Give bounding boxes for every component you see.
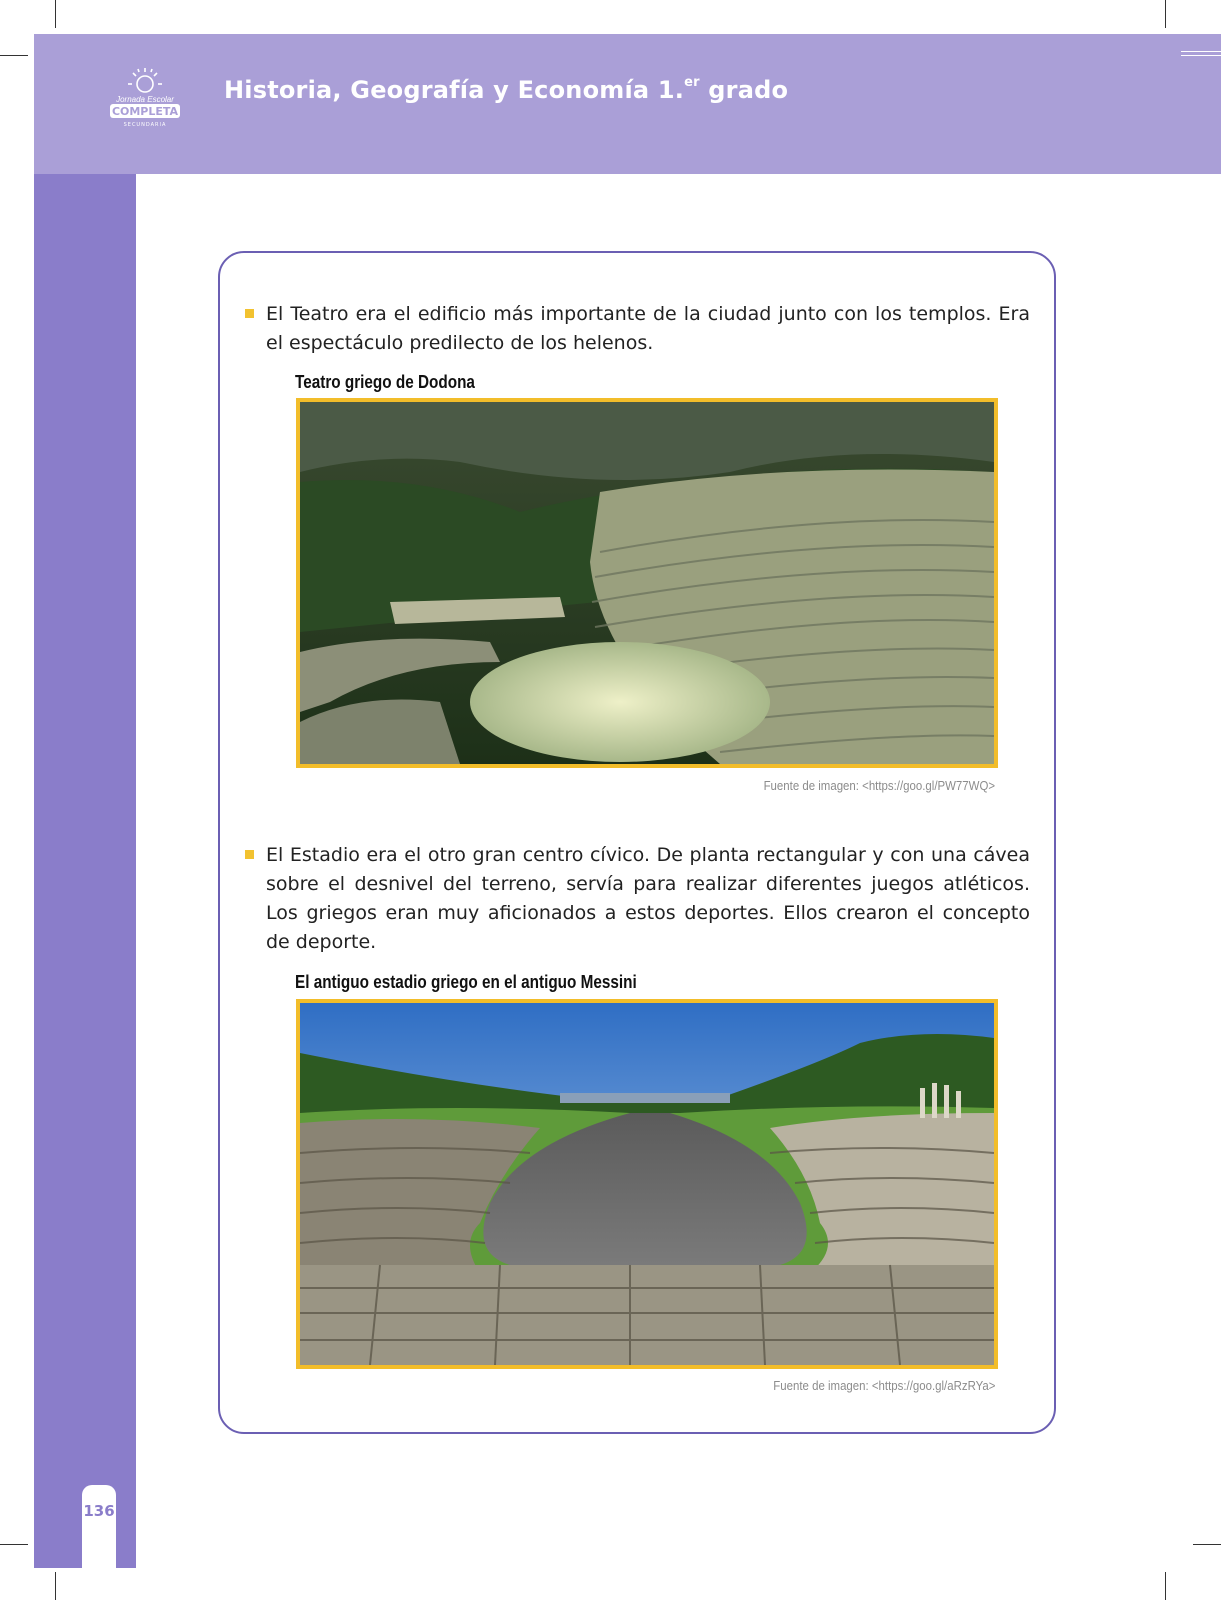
logo-line1: Jornada Escolar: [116, 95, 174, 104]
header-line: [1181, 55, 1221, 56]
paragraph-text: El Teatro era el edificio más importante de la ciudad junto con los templos. Era el espectáculo predilecto de los helenos.: [266, 303, 1030, 354]
photo-teatro-dodona: [296, 398, 998, 768]
photo-estadio-messini: [296, 999, 998, 1369]
paragraph-text: El Estadio era el otro gran centro cívico. De planta rectangular y con una cávea sobre el desnivel del terreno, servía para realizar diferentes juegos atléticos. Los griegos eran muy aficionados a estos deportes. Ellos crearon el concepto de deporte.: [266, 844, 1030, 953]
crop-mark: [1165, 0, 1166, 28]
bullet-paragraph: [245, 300, 1030, 358]
crop-mark: [55, 0, 56, 28]
page-number: 136: [83, 1502, 115, 1520]
page-header-title: Historia, Geografía y Economía 1.$^{er}$ grado: [224, 75, 789, 104]
jornada-escolar-logo: [106, 60, 184, 130]
bullet-paragraph: [245, 841, 1030, 957]
image-source: Fuente de imagen: <https://goo.gl/aRzRYa>: [772, 1378, 995, 1393]
sun-logo-icon: [128, 68, 162, 92]
crop-mark: [0, 55, 28, 56]
bullet-icon: [245, 850, 254, 859]
crop-mark: [1193, 1544, 1221, 1545]
figure-title: Teatro griego de Dodona: [295, 372, 475, 392]
header-line: [1181, 51, 1221, 52]
logo-line2: COMPLETA: [111, 105, 179, 118]
page-number-tab: [82, 1485, 116, 1573]
left-sidebar: [34, 174, 136, 1568]
image-source: Fuente de imagen: <https://goo.gl/PW77WQ>: [763, 778, 995, 793]
crop-mark: [0, 1544, 28, 1545]
crop-mark: [1165, 1572, 1166, 1600]
bullet-icon: [245, 309, 254, 318]
figure-title: El antiguo estadio griego en el antiguo Messini: [295, 972, 637, 992]
header-band: [34, 34, 1221, 174]
crop-mark: [55, 1572, 56, 1600]
logo-line3: SECUNDARIA: [123, 122, 167, 128]
